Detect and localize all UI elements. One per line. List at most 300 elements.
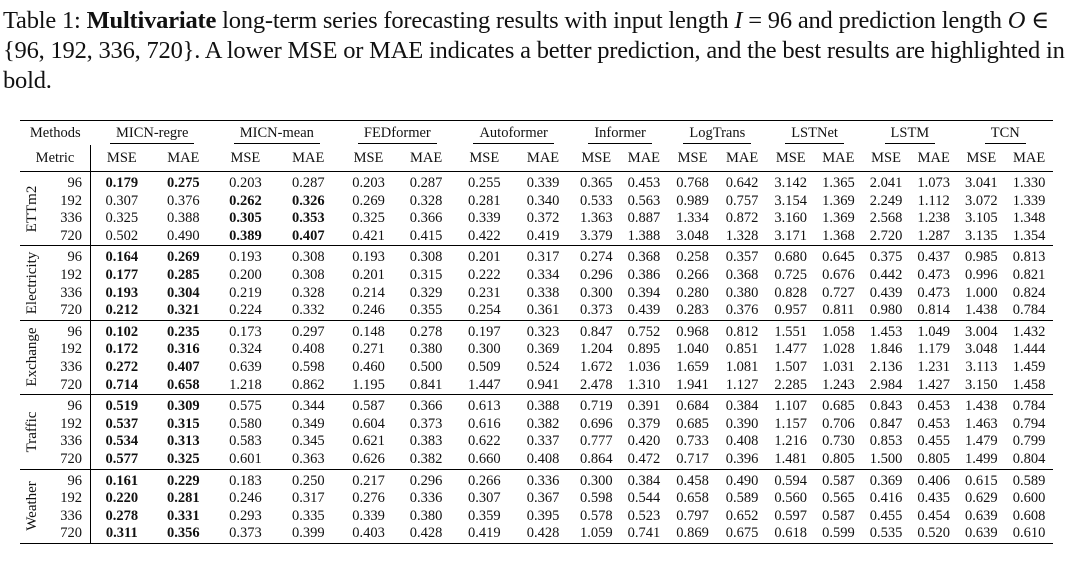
mae-value: 0.473 bbox=[917, 266, 951, 283]
mse-value: 0.269 bbox=[352, 192, 385, 209]
method-header bbox=[958, 121, 1053, 146]
mae-value: 0.369 bbox=[526, 341, 560, 358]
mse-value: 0.458 bbox=[676, 472, 709, 489]
mse-value: 0.266 bbox=[467, 472, 501, 489]
mae-value: 0.384 bbox=[627, 472, 661, 489]
table-row bbox=[20, 285, 1053, 303]
mae-value: 0.453 bbox=[917, 398, 951, 415]
mae-value: 0.804 bbox=[1012, 450, 1046, 467]
mse-value: 0.719 bbox=[579, 398, 613, 415]
mae-value: 0.589 bbox=[1012, 472, 1046, 489]
mae-value: 0.407 bbox=[167, 358, 200, 375]
mae-value: 0.652 bbox=[725, 507, 759, 524]
mae-value: 0.941 bbox=[526, 376, 560, 393]
table-row bbox=[20, 341, 1053, 359]
mae-value: 0.408 bbox=[725, 433, 759, 450]
mae-value: 0.316 bbox=[167, 341, 200, 358]
mse-value: 0.613 bbox=[467, 398, 501, 415]
caption-input-symbol: I bbox=[734, 7, 743, 34]
mae-value: 1.369 bbox=[822, 192, 855, 209]
mae-value: 1.238 bbox=[917, 210, 951, 227]
mae-header: MAE bbox=[726, 150, 759, 166]
mae-value: 0.337 bbox=[526, 433, 560, 450]
mse-header: MSE bbox=[677, 150, 708, 166]
mae-value: 0.752 bbox=[627, 323, 661, 340]
mse-value: 0.847 bbox=[869, 415, 903, 432]
mse-value: 0.828 bbox=[774, 284, 808, 301]
mse-value: 0.533 bbox=[579, 192, 613, 209]
mae-value: 0.419 bbox=[526, 227, 560, 244]
mse-value: 0.580 bbox=[229, 415, 262, 432]
prediction-length: 96 bbox=[46, 395, 91, 416]
caption-eq: = 96 and prediction length bbox=[742, 7, 1008, 34]
mae-value: 1.388 bbox=[627, 227, 661, 244]
mae-value: 0.315 bbox=[167, 415, 200, 432]
mae-value: 1.458 bbox=[1012, 376, 1046, 393]
mae-value: 0.676 bbox=[822, 266, 855, 283]
mae-value: 0.287 bbox=[409, 175, 443, 191]
mae-value: 0.814 bbox=[917, 302, 951, 319]
mae-value: 0.386 bbox=[627, 266, 661, 283]
mse-value: 3.113 bbox=[965, 358, 998, 375]
prediction-length: 192 bbox=[46, 416, 91, 434]
mae-value: 0.872 bbox=[725, 210, 759, 227]
mse-value: 0.601 bbox=[229, 450, 262, 467]
mae-value: 1.348 bbox=[1012, 210, 1046, 227]
mse-value: 0.416 bbox=[869, 490, 903, 507]
mae-value: 0.706 bbox=[822, 415, 855, 432]
mse-value: 1.477 bbox=[774, 341, 808, 358]
mse-value: 0.177 bbox=[105, 266, 139, 283]
mae-value: 0.380 bbox=[409, 341, 443, 358]
mae-value: 0.380 bbox=[725, 284, 759, 301]
mae-value: 0.685 bbox=[822, 398, 855, 415]
mse-value: 0.201 bbox=[352, 266, 385, 283]
mse-value: 0.339 bbox=[467, 210, 501, 227]
mse-value: 0.725 bbox=[774, 266, 808, 283]
mae-value: 0.394 bbox=[627, 284, 661, 301]
mae-value: 0.315 bbox=[409, 266, 443, 283]
mse-value: 0.179 bbox=[105, 175, 139, 191]
prediction-length: 96 bbox=[46, 320, 91, 341]
mse-value: 0.217 bbox=[352, 472, 385, 489]
mse-value: 0.768 bbox=[676, 175, 709, 191]
results-table bbox=[20, 120, 1053, 544]
mae-value: 0.887 bbox=[627, 210, 661, 227]
dataset-name: Exchange bbox=[24, 327, 41, 388]
mse-header: MSE bbox=[871, 150, 901, 166]
mae-value: 0.794 bbox=[1012, 415, 1046, 432]
mse-value: 1.453 bbox=[869, 323, 903, 340]
mae-value: 0.296 bbox=[409, 472, 443, 489]
mae-value: 0.490 bbox=[725, 472, 759, 489]
mse-value: 0.957 bbox=[774, 302, 808, 319]
mse-value: 0.254 bbox=[467, 302, 501, 319]
mae-value: 0.334 bbox=[526, 266, 560, 283]
mae-value: 0.428 bbox=[526, 525, 560, 542]
mae-value: 0.407 bbox=[291, 227, 325, 244]
mae-value: 0.563 bbox=[627, 192, 661, 209]
mae-value: 0.391 bbox=[627, 398, 661, 415]
mae-value: 0.741 bbox=[627, 525, 661, 542]
mae-value: 0.382 bbox=[409, 450, 443, 467]
mse-value: 0.293 bbox=[229, 507, 262, 524]
mse-value: 0.200 bbox=[229, 266, 262, 283]
mae-value: 0.395 bbox=[526, 507, 560, 524]
mae-value: 0.384 bbox=[725, 398, 759, 415]
mse-value: 0.203 bbox=[352, 175, 385, 191]
mae-value: 0.851 bbox=[725, 341, 759, 358]
mae-value: 1.243 bbox=[822, 376, 855, 393]
mae-value: 0.523 bbox=[627, 507, 661, 524]
mse-value: 1.551 bbox=[774, 323, 808, 340]
mae-header: MAE bbox=[292, 150, 325, 166]
method-name: TCN bbox=[985, 124, 1026, 144]
mae-value: 0.340 bbox=[526, 192, 560, 209]
mae-value: 0.329 bbox=[409, 284, 443, 301]
mse-value: 0.278 bbox=[105, 507, 139, 524]
mse-value: 0.519 bbox=[105, 398, 139, 415]
dataset-label bbox=[20, 395, 46, 469]
mae-value: 1.328 bbox=[725, 227, 759, 244]
mae-value: 1.112 bbox=[917, 192, 950, 209]
mse-value: 1.499 bbox=[965, 450, 998, 467]
caption-output-symbol: O bbox=[1007, 7, 1026, 34]
mse-value: 0.968 bbox=[676, 323, 709, 340]
mse-value: 1.481 bbox=[774, 450, 808, 467]
mse-value: 1.040 bbox=[676, 341, 709, 358]
mae-value: 0.229 bbox=[167, 472, 200, 489]
mae-value: 0.799 bbox=[1012, 433, 1046, 450]
mse-value: 3.105 bbox=[965, 210, 998, 227]
mae-value: 0.325 bbox=[167, 450, 200, 467]
table-row bbox=[20, 508, 1053, 526]
table-row bbox=[20, 246, 1053, 267]
mse-header: MSE bbox=[469, 150, 500, 166]
mae-value: 1.179 bbox=[917, 341, 951, 358]
mse-value: 3.072 bbox=[965, 192, 998, 209]
mae-value: 0.382 bbox=[526, 415, 560, 432]
mae-value: 0.353 bbox=[291, 210, 325, 227]
method-name: LogTrans bbox=[683, 124, 751, 144]
mse-value: 0.455 bbox=[869, 507, 903, 524]
mae-value: 0.326 bbox=[291, 192, 325, 209]
mse-value: 0.577 bbox=[105, 450, 139, 467]
mse-value: 0.439 bbox=[869, 284, 903, 301]
mse-value: 0.258 bbox=[676, 249, 709, 266]
mae-value: 0.862 bbox=[291, 376, 325, 393]
mse-value: 0.578 bbox=[579, 507, 613, 524]
mse-value: 3.004 bbox=[965, 323, 998, 340]
prediction-length: 336 bbox=[46, 359, 91, 377]
mse-value: 1.438 bbox=[965, 302, 998, 319]
mae-value: 0.367 bbox=[526, 490, 560, 507]
mae-value: 1.330 bbox=[1012, 175, 1046, 191]
mse-value: 0.201 bbox=[467, 249, 501, 266]
mae-value: 0.565 bbox=[822, 490, 855, 507]
mse-value: 0.307 bbox=[467, 490, 501, 507]
mse-value: 0.597 bbox=[774, 507, 808, 524]
mae-value: 0.379 bbox=[627, 415, 661, 432]
method-header bbox=[455, 121, 573, 146]
mse-header: MSE bbox=[106, 150, 137, 166]
mae-value: 0.372 bbox=[526, 210, 560, 227]
mse-value: 0.311 bbox=[105, 525, 138, 542]
mse-value: 1.447 bbox=[467, 376, 501, 393]
mae-value: 0.813 bbox=[1012, 249, 1046, 266]
mse-value: 0.222 bbox=[467, 266, 501, 283]
mse-value: 0.365 bbox=[579, 175, 613, 191]
mse-value: 0.869 bbox=[676, 525, 709, 542]
mae-value: 1.081 bbox=[725, 358, 759, 375]
mae-value: 1.365 bbox=[822, 175, 855, 191]
mae-value: 0.308 bbox=[291, 266, 325, 283]
mae-value: 0.821 bbox=[1012, 266, 1046, 283]
mae-header: MAE bbox=[822, 150, 855, 166]
mse-value: 0.604 bbox=[352, 415, 385, 432]
mae-value: 0.323 bbox=[526, 323, 560, 340]
mse-value: 2.136 bbox=[869, 358, 903, 375]
dataset-label bbox=[20, 469, 46, 543]
dataset-name: Weather bbox=[24, 481, 41, 531]
mse-value: 0.281 bbox=[467, 192, 501, 209]
mae-value: 0.610 bbox=[1012, 525, 1046, 542]
mae-value: 0.645 bbox=[822, 249, 855, 266]
mse-value: 0.307 bbox=[105, 192, 139, 209]
mse-value: 0.509 bbox=[467, 358, 501, 375]
mae-value: 0.730 bbox=[822, 433, 855, 450]
mae-value: 0.390 bbox=[725, 415, 759, 432]
mae-value: 0.415 bbox=[409, 227, 443, 244]
mse-value: 0.172 bbox=[105, 341, 139, 358]
metric-label: Metric bbox=[20, 145, 91, 172]
mse-value: 0.300 bbox=[467, 341, 501, 358]
mse-value: 0.373 bbox=[579, 302, 613, 319]
mse-value: 1.334 bbox=[676, 210, 709, 227]
mse-value: 1.059 bbox=[579, 525, 613, 542]
mse-value: 0.537 bbox=[105, 415, 139, 432]
mse-value: 1.204 bbox=[579, 341, 613, 358]
mse-value: 0.246 bbox=[229, 490, 262, 507]
mae-header: MAE bbox=[409, 150, 443, 166]
mae-value: 0.544 bbox=[627, 490, 661, 507]
mse-value: 0.717 bbox=[676, 450, 709, 467]
mae-value: 0.339 bbox=[526, 175, 560, 191]
mae-value: 0.658 bbox=[167, 376, 200, 393]
method-header bbox=[214, 121, 340, 146]
mae-value: 0.373 bbox=[409, 415, 443, 432]
mse-header: MSE bbox=[230, 150, 261, 166]
mae-value: 0.600 bbox=[1012, 490, 1046, 507]
mse-value: 1.672 bbox=[579, 358, 613, 375]
prediction-length: 192 bbox=[46, 341, 91, 359]
mse-value: 0.626 bbox=[352, 450, 385, 467]
table-caption bbox=[3, 6, 1077, 96]
mse-value: 0.660 bbox=[467, 450, 501, 467]
mse-value: 0.305 bbox=[229, 210, 262, 227]
prediction-length: 336 bbox=[46, 508, 91, 526]
mae-value: 0.269 bbox=[167, 249, 200, 266]
mse-value: 1.216 bbox=[774, 433, 808, 450]
caption-set: ∈ {96, 192, 336, 720}. bbox=[3, 7, 1050, 64]
mae-value: 1.127 bbox=[725, 376, 759, 393]
mse-value: 0.214 bbox=[352, 284, 385, 301]
prediction-length: 720 bbox=[46, 525, 91, 543]
table-row bbox=[20, 469, 1053, 490]
mse-value: 0.621 bbox=[352, 433, 385, 450]
mse-value: 0.148 bbox=[352, 323, 385, 340]
mae-value: 0.275 bbox=[167, 175, 200, 191]
method-name: Autoformer bbox=[473, 124, 553, 144]
mse-value: 0.300 bbox=[579, 472, 613, 489]
mse-header: MSE bbox=[966, 150, 997, 166]
mse-value: 0.359 bbox=[467, 507, 501, 524]
mse-header: MSE bbox=[353, 150, 384, 166]
mae-value: 0.361 bbox=[526, 302, 560, 319]
mse-value: 0.183 bbox=[229, 472, 262, 489]
mae-value: 0.250 bbox=[291, 472, 325, 489]
mae-value: 1.339 bbox=[1012, 192, 1046, 209]
mse-value: 0.853 bbox=[869, 433, 903, 450]
mse-value: 0.375 bbox=[869, 249, 903, 266]
mse-value: 0.246 bbox=[352, 302, 385, 319]
mse-value: 0.985 bbox=[965, 249, 998, 266]
mse-value: 2.041 bbox=[869, 175, 903, 191]
mse-value: 1.846 bbox=[869, 341, 903, 358]
mae-value: 0.281 bbox=[167, 490, 200, 507]
method-name: MICN-mean bbox=[234, 124, 320, 144]
mse-value: 0.797 bbox=[676, 507, 709, 524]
mse-value: 0.696 bbox=[579, 415, 613, 432]
mse-value: 3.048 bbox=[676, 227, 709, 244]
mse-value: 1.218 bbox=[229, 376, 262, 393]
mae-value: 0.235 bbox=[167, 323, 200, 340]
mse-value: 0.622 bbox=[467, 433, 501, 450]
mae-value: 0.727 bbox=[822, 284, 855, 301]
mse-value: 0.587 bbox=[352, 398, 385, 415]
caption-text-2: A lower MSE or MAE indicates a better prediction, and the best results are highlighted in bold. bbox=[3, 37, 1065, 94]
dataset-name: ETTm2 bbox=[24, 185, 41, 233]
mae-value: 0.309 bbox=[167, 398, 200, 415]
mae-value: 0.589 bbox=[725, 490, 759, 507]
prediction-length: 192 bbox=[46, 490, 91, 508]
table-row bbox=[20, 416, 1053, 434]
method-name: FEDformer bbox=[358, 124, 437, 144]
mse-value: 0.598 bbox=[579, 490, 613, 507]
mse-value: 0.639 bbox=[965, 507, 998, 524]
mse-value: 2.249 bbox=[869, 192, 903, 209]
mse-value: 0.685 bbox=[676, 415, 709, 432]
mae-value: 1.049 bbox=[917, 323, 951, 340]
mae-value: 0.500 bbox=[409, 358, 443, 375]
mse-value: 0.864 bbox=[579, 450, 613, 467]
mse-value: 0.847 bbox=[579, 323, 613, 340]
metric-header-row bbox=[20, 145, 1053, 172]
method-header bbox=[668, 121, 767, 146]
dataset-label bbox=[20, 172, 46, 246]
table-row bbox=[20, 228, 1053, 246]
mae-value: 1.369 bbox=[822, 210, 855, 227]
mse-value: 3.160 bbox=[774, 210, 808, 227]
mse-value: 3.150 bbox=[965, 376, 998, 393]
mae-value: 0.608 bbox=[1012, 507, 1046, 524]
mae-value: 0.366 bbox=[409, 210, 443, 227]
mae-value: 1.031 bbox=[822, 358, 855, 375]
mae-value: 0.376 bbox=[167, 192, 200, 209]
mse-value: 0.535 bbox=[869, 525, 903, 542]
mse-value: 0.220 bbox=[105, 490, 139, 507]
mse-value: 2.720 bbox=[869, 227, 903, 244]
mse-value: 3.041 bbox=[965, 175, 998, 191]
prediction-length: 720 bbox=[46, 302, 91, 320]
mse-value: 3.379 bbox=[579, 227, 613, 244]
table-row bbox=[20, 433, 1053, 451]
mae-value: 1.427 bbox=[917, 376, 951, 393]
mae-value: 0.335 bbox=[291, 507, 325, 524]
mse-value: 3.135 bbox=[965, 227, 998, 244]
mse-value: 0.197 bbox=[467, 323, 501, 340]
mse-value: 0.266 bbox=[676, 266, 709, 283]
mse-value: 2.984 bbox=[869, 376, 903, 393]
mae-value: 0.344 bbox=[291, 398, 325, 415]
mae-value: 0.399 bbox=[291, 525, 325, 542]
method-name: Informer bbox=[588, 124, 652, 144]
mae-value: 0.841 bbox=[409, 376, 443, 393]
mae-value: 0.357 bbox=[725, 249, 759, 266]
mae-value: 0.587 bbox=[822, 472, 855, 489]
mae-value: 0.304 bbox=[167, 284, 200, 301]
mae-value: 0.336 bbox=[409, 490, 443, 507]
mae-value: 0.396 bbox=[725, 450, 759, 467]
mae-value: 0.435 bbox=[917, 490, 951, 507]
mse-value: 0.325 bbox=[105, 210, 139, 227]
table-row bbox=[20, 172, 1053, 193]
mse-value: 0.219 bbox=[229, 284, 262, 301]
caption-bold-word: Multivariate bbox=[86, 7, 217, 34]
mse-value: 0.419 bbox=[467, 525, 501, 542]
mae-value: 0.437 bbox=[917, 249, 951, 266]
mae-value: 0.895 bbox=[627, 341, 661, 358]
mae-value: 0.805 bbox=[822, 450, 855, 467]
mse-value: 0.615 bbox=[965, 472, 998, 489]
mae-value: 1.287 bbox=[917, 227, 951, 244]
mae-value: 0.278 bbox=[409, 323, 443, 340]
table-row bbox=[20, 525, 1053, 543]
mse-value: 0.442 bbox=[869, 266, 903, 283]
method-header bbox=[862, 121, 957, 146]
mae-value: 0.308 bbox=[409, 249, 443, 266]
mse-value: 0.272 bbox=[105, 358, 139, 375]
mse-value: 0.164 bbox=[105, 249, 139, 266]
mae-value: 1.058 bbox=[822, 323, 855, 340]
mae-value: 0.642 bbox=[725, 175, 759, 191]
mse-value: 3.142 bbox=[774, 175, 808, 191]
mse-value: 1.659 bbox=[676, 358, 709, 375]
mae-value: 0.805 bbox=[917, 450, 951, 467]
mae-value: 0.297 bbox=[291, 323, 325, 340]
table-row bbox=[20, 193, 1053, 211]
mse-value: 0.369 bbox=[869, 472, 903, 489]
mse-value: 0.403 bbox=[352, 525, 385, 542]
mae-value: 0.473 bbox=[917, 284, 951, 301]
caption-label: Table 1: bbox=[3, 7, 81, 34]
mse-value: 0.296 bbox=[579, 266, 613, 283]
mae-value: 0.331 bbox=[167, 507, 200, 524]
mse-value: 0.280 bbox=[676, 284, 709, 301]
mse-value: 1.438 bbox=[965, 398, 998, 415]
mae-value: 0.812 bbox=[725, 323, 759, 340]
mae-value: 0.345 bbox=[291, 433, 325, 450]
